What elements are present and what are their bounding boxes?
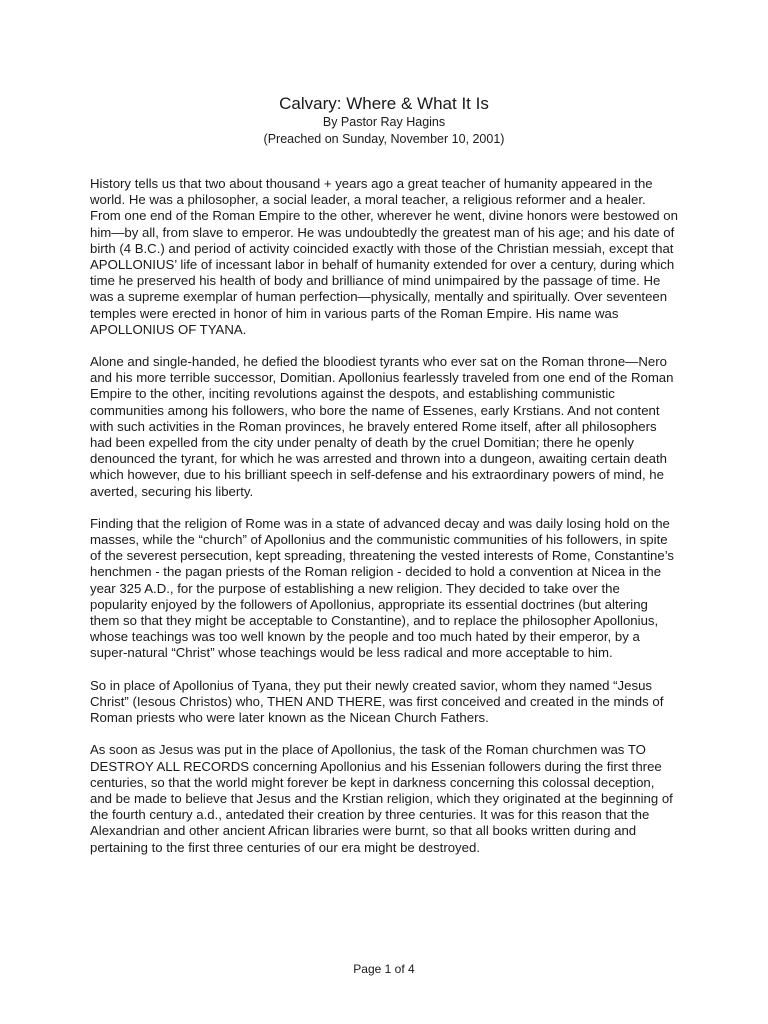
page-number: Page 1 of 4 <box>353 962 415 976</box>
preached-date: (Preached on Sunday, November 10, 2001) <box>263 132 505 146</box>
paragraph-5: As soon as Jesus was put in the place of Apollonius, the task of the Roman churchmen was TO DESTROY ALL RECORDS concerning Apollonius and his Essenian followers during the first three centuries, so that the world might forever be kept in darkness concerning this colossal deception, and be made to believe that Jesus and the Krstian religion, which they originated at the beginning of the fourth century a.d., antedated their creation by three centuries. It was for this reason that the Alexandrian and other ancient African libraries were burnt, so that all books written during and pertaining to the first three centuries of our era might be destroyed. <box>90 742 673 855</box>
paragraph-2: Alone and single-handed, he defied the bloodiest tyrants who ever sat on the Roman throne—Nero and his more terrible successor, Domitian. Apollonius fearlessly traveled from one end of the Roman Empire to the other, inciting revolutions against the despots, and establishing communistic communities among his followers, who bore the name of Essenes, early Krstians. And not content with such activities in the Roman provinces, he bravely entered Rome itself, after all philosophers had been expelled from the city under penalty of death by the cruel Domitian; there he openly denounced the tyrant, for which he was arrested and thrown into a dungeon, awaiting certain death which however, due to his brilliant speech in self-defense and his extraordinary powers of mind, he averted, securing his liberty. <box>90 354 674 499</box>
page-title: Calvary: Where & What It Is <box>279 94 489 113</box>
document-body <box>90 176 678 872</box>
paragraph-4: So in place of Apollonius of Tyana, they put their newly created savior, whom they named “Jesus Christ” (Iesous Christos) who, THEN AND THERE, was first conceived and created in the minds of Roman priests who were later known as the Nicean Church Fathers. <box>90 677 664 726</box>
paragraph-1: History tells us that two about thousand + years ago a great teacher of humanity appeared in the world. He was a philosopher, a social leader, a moral teacher, a religious reformer and a healer. From one end of the Roman Empire to the other, wherever he went, divine honors were bestowed on him—by all, from slave to emperor. He was undoubtedly the greatest man of his age; and his date of birth (4 B.C.) and period of activity coincided exactly with those of the Christian messiah, except that APOLLONIUS’ life of incessant labor in behalf of humanity extended for over a century, during which time he preserved his health of body and brilliance of mind unimpaired by the passage of time. He was a supreme exemplar of human perfection—physically, mentally and spiritually. Over seventeen temples were erected in honor of him in various parts of the Roman Empire. His name was APOLLONIUS OF TYANA. <box>90 176 678 337</box>
document-header <box>0 94 768 148</box>
paragraph-3: Finding that the religion of Rome was in a state of advanced decay and was daily losing hold on the masses, while the “church” of Apollonius and the communistic communities of his followers, in spite of the severest persecution, kept spreading, threatening the vested interests of Rome, Constantine’s henchmen - the pagan priests of the Roman religion - decided to hold a convention at Nicea in the year 325 A.D., for the purpose of establishing a new religion. They decided to take over the popularity enjoyed by the followers of Apollonius, appropriate its essential doctrines (but altering them so that they might be acceptable to Constantine), and to replace the philosopher Apollonius, whose teachings was too well known by the people and too much hated by their emperor, by a super-natural “Christ” whose teachings would be less radical and more acceptable to him. <box>90 515 675 661</box>
author-byline: By Pastor Ray Hagins <box>322 115 446 129</box>
